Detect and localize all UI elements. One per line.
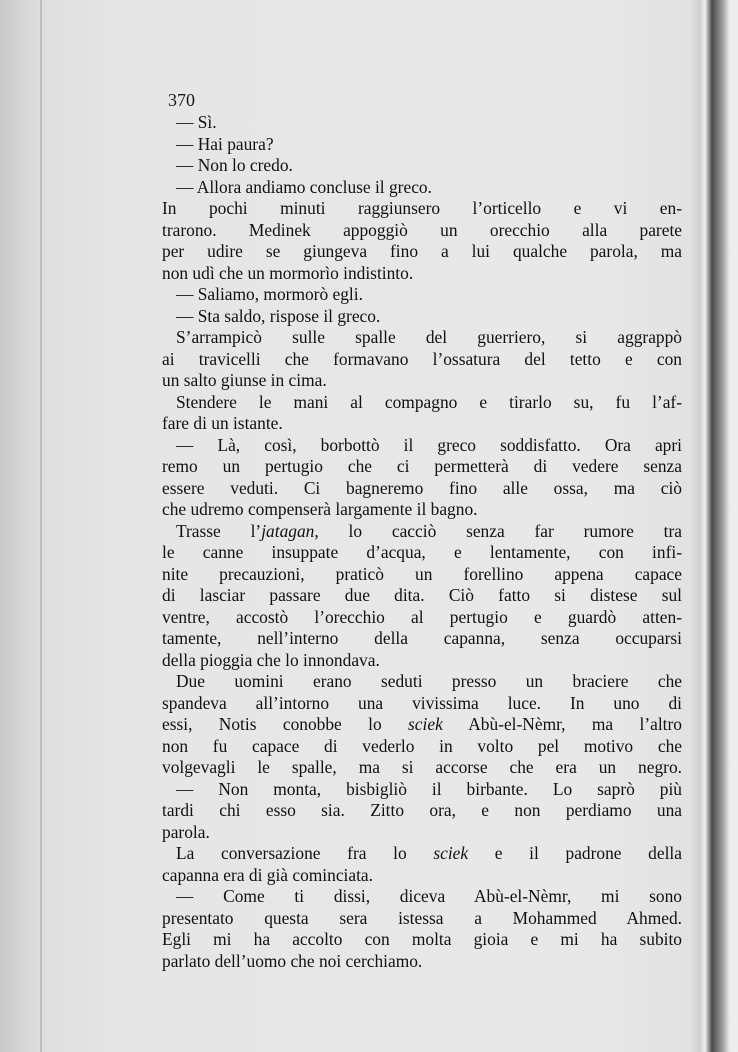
text-line: Egli mi ha accolto con molta gioia e mi ha subito [162,929,682,949]
text-line: spandeva all’intorno una vivissima luce. In uno di [162,692,682,713]
text-line: Due uomini erano seduti presso un braciere che [176,671,682,691]
text-line: ai travicelli che formavano l’ossatura del tetto e con [162,348,682,369]
text-line: — Non lo credo. [176,155,293,175]
page-number: 370 [168,90,195,110]
text-line: parola. [162,821,210,842]
text-line: tardi chi esso sia. Zitto ora, e non perdiamo una [162,800,682,820]
text-line: presentato questa sera istessa a Mohammed Ahmed. [162,907,682,928]
text-line [162,714,682,736]
text-line: capanna era di già cominciata. [162,864,373,885]
text-line: — Saliamo, mormorò egli. [176,284,363,304]
text-line: non udì che un mormorìo indistinto. [162,262,414,283]
text-line: — Là, così, borbottò il greco soddisfatto. Ora apri [176,434,682,455]
italic-word: sciek [433,843,469,863]
text-line: — Non monta, bisbigliò il birbante. Lo saprò più [176,778,682,799]
text-line: della pioggia che lo innondava. [162,649,380,670]
text-line: essere veduti. Ci bagneremo fino alle ossa, ma ciò [162,477,682,498]
text-line: remo un pertugio che ci permetterà di vedere senza [162,456,682,476]
text-line: per udire se giungeva fino a lui qualche parola, ma [162,241,682,261]
text-line [162,843,682,865]
page-gutter-shadow [40,0,42,1052]
text-line: — Come ti dissi, diceva Abù-el-Nèmr, mi sono [176,886,682,906]
text-segment: La conversazione fra lo [176,843,434,863]
text-line: — Sì. [176,112,217,132]
text-line: le canne insuppate d’acqua, e lentamente, con infi- [162,542,682,562]
text-line: — Sta saldo, rispose il greco. [176,305,381,326]
text-segment: Trasse l’ [176,520,262,541]
text-line: un salto giunse in cima. [162,370,327,390]
text-line: fare di un istante. [162,413,283,433]
text-segment: , lo cacciò senza far rumore tra [314,520,682,541]
text-line: — Allora andiamo concluse il greco. [176,176,432,197]
text-line: nite precauzioni, praticò un forellino appena capace [162,563,682,584]
text-line: S’arrampicò sulle spalle del guerriero, si aggrappò [176,327,682,347]
body-text [162,112,682,972]
text-segment: essi, Notis conobbe lo [162,714,409,734]
text-segment: Abù-el-Nèmr, ma l’altro [442,714,683,734]
text-line: volgevagli le spalle, ma si accorse che era un negro. [162,757,682,777]
text-line: tamente, nell’interno della capanna, senza occuparsi [162,628,682,648]
text-line: trarono. Medinek appoggiò un orecchio alla parete [162,219,682,240]
text-line: di lasciar passare due dita. Ciò fatto si distese sul [162,585,682,605]
text-line: ventre, accostò l’orecchio al pertugio e guardò atten- [162,606,682,627]
text-line [162,521,682,543]
text-segment: e il padrone della [468,843,682,863]
text-line: — Hai paura? [176,133,274,154]
text-line: non fu capace di vederlo in volto pel motivo che [162,735,682,756]
text-line: parlato dell’uomo che noi cerchiamo. [162,950,423,971]
text-line: In pochi minuti raggiunsero l’orticello e vi en- [162,198,682,218]
italic-word: jatagan [261,520,315,541]
text-line: Stendere le mani al compagno e tirarlo su, fu l’af- [176,391,682,412]
text-line: che udremo compenserà largamente il bagno. [162,499,478,519]
italic-word: sciek [408,714,443,734]
